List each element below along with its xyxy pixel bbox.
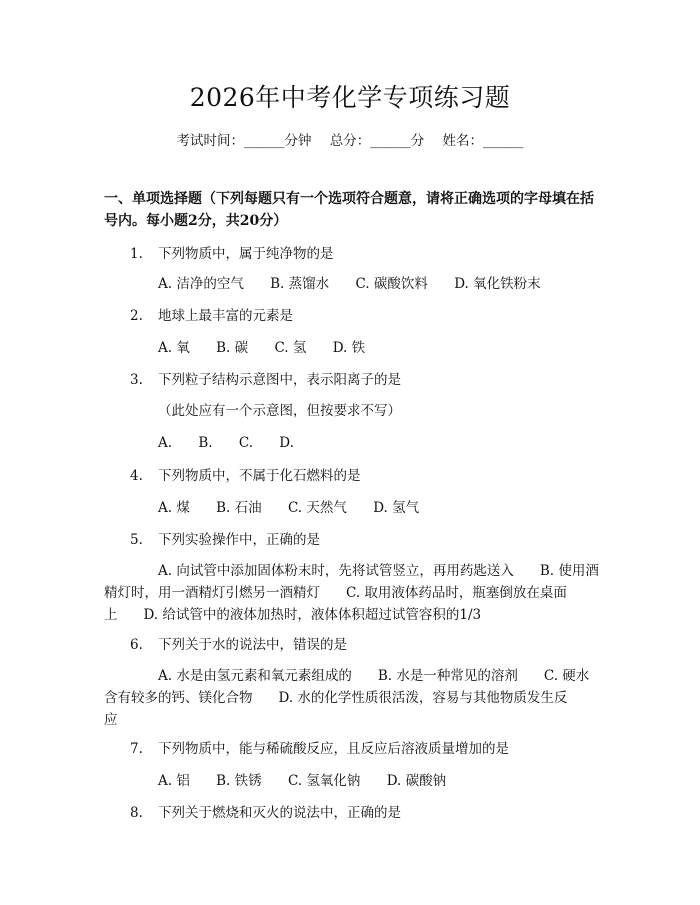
exam-meta — [0, 130, 700, 152]
option-a: A. 水是由氢元素和氧元素组成的 — [158, 668, 352, 684]
option-b: B. 使用酒精灯时，用一酒精灯引燃另一酒精灯 — [104, 563, 599, 601]
option-d: D. 水的化学性质很活泼，容易与其他物质发生反应 — [104, 690, 568, 728]
section-heading: 一、单项选择题（下列每题只有一个选项符合题意，请将正确选项的字母填在括号内。每小题2分，共20分） — [104, 191, 594, 229]
option-c: C. 硬水含有较多的钙、镁化合物 — [104, 668, 590, 706]
question-number: 8. — [130, 805, 143, 821]
option-a: A. — [158, 435, 173, 451]
option-a: A. 洁净的空气 — [158, 276, 244, 292]
option-d: D. 给试管中的液体加热时，液体体积超过试管容积的1/3 — [143, 607, 482, 623]
question-stem: 下列实验操作中，正确的是 — [158, 532, 320, 548]
page-title: 2026年中考化学专项练习题 — [189, 83, 511, 112]
option-d: D. 铁 — [332, 340, 366, 356]
question-stem: 地球上最丰富的元素是 — [158, 308, 293, 324]
option-a: A. 煤 — [158, 500, 190, 516]
option-c: C. 天然气 — [287, 500, 347, 516]
question-3-options — [104, 432, 600, 454]
question-number: 4. — [130, 468, 143, 484]
option-a: A. 氧 — [158, 340, 190, 356]
option-a: A. 向试管中添加固体粉末时，先将试管竖立，再用药匙送入 — [158, 563, 514, 579]
option-d: D. — [279, 435, 294, 451]
option-b: B. — [198, 435, 213, 451]
option-b: B. 蒸馏水 — [270, 276, 330, 292]
question-6-options — [104, 665, 600, 731]
question-3-note: （此处应有一个示意图，但按要求不写） — [158, 403, 401, 419]
student-name-field: 姓名：______ — [442, 133, 524, 149]
option-b: B. 水是一种常见的溶剂 — [377, 668, 518, 684]
option-b: B. 石油 — [216, 500, 262, 516]
question-7-options — [104, 770, 600, 792]
option-c: C. 取用液体药品时，瓶塞倒放在桌面上 — [104, 585, 567, 623]
total-score-field: 总分：______分 — [329, 133, 425, 149]
option-b: B. 碳 — [216, 340, 249, 356]
question-number: 1. — [130, 246, 143, 262]
question-5-options — [104, 560, 600, 626]
option-c: C. 碳酸饮料 — [355, 276, 428, 292]
option-d: D. 氧化铁粉末 — [454, 276, 541, 292]
option-c: C. 氢 — [274, 340, 307, 356]
question-stem: 下列关于水的说法中，错误的是 — [158, 637, 347, 653]
option-a: A. 铝 — [158, 773, 190, 789]
question-stem: 下列物质中，不属于化石燃料的是 — [158, 468, 361, 484]
question-stem: 下列物质中，属于纯净物的是 — [158, 246, 334, 262]
question-number: 5. — [130, 532, 143, 548]
question-number: 7. — [130, 741, 143, 757]
question-number: 2. — [130, 308, 143, 324]
question-4-options — [104, 497, 600, 519]
exam-time-field: 考试时间：______分钟 — [176, 133, 312, 149]
question-2-options — [104, 337, 600, 359]
question-1-options — [104, 273, 600, 295]
question-stem: 下列关于燃烧和灭火的说法中，正确的是 — [158, 805, 401, 821]
question-number: 6. — [130, 637, 143, 653]
option-c: C. — [238, 435, 253, 451]
option-d: D. 氢气 — [373, 500, 420, 516]
question-number: 3. — [130, 372, 143, 388]
question-stem: 下列物质中，能与稀硫酸反应，且反应后溶液质量增加的是 — [158, 741, 509, 757]
option-d: D. 碳酸钠 — [386, 773, 447, 789]
option-c: C. 氢氧化钠 — [287, 773, 361, 789]
question-stem: 下列粒子结构示意图中，表示阳离子的是 — [158, 372, 401, 388]
option-b: B. 铁锈 — [216, 773, 262, 789]
